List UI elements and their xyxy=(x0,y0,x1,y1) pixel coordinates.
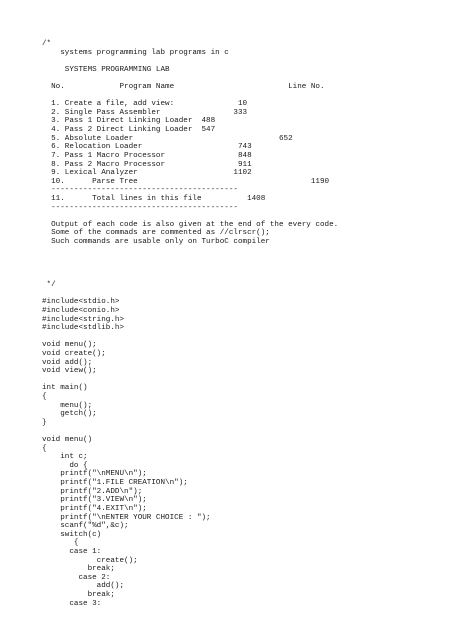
code-line: /* xyxy=(42,40,52,48)
code-line xyxy=(42,264,338,273)
code-line: 8. Pass 2 Macro Processor 911 xyxy=(42,160,252,169)
code-line: } xyxy=(42,418,47,427)
code-line: */ xyxy=(42,281,56,290)
code-line: 1. Create a file, add view: 10 xyxy=(42,100,248,109)
code-line: 9. Lexical Analyzer 1102 xyxy=(42,169,252,178)
code-line: #include<conio.h> xyxy=(42,306,120,315)
code-line: case 1: xyxy=(42,547,102,556)
code-line xyxy=(42,92,338,101)
code-line xyxy=(42,255,338,264)
code-line: 4. Pass 2 Direct Linking Loader 547 xyxy=(42,126,216,135)
code-line xyxy=(42,427,338,436)
code-line: { xyxy=(42,444,47,453)
code-line xyxy=(42,376,338,385)
code-line: 6. Relocation Loader 743 xyxy=(42,143,252,152)
code-line: void menu() xyxy=(42,436,93,445)
code-line: printf("2.ADD\n"); xyxy=(42,487,143,496)
source-code-listing xyxy=(42,40,338,608)
code-line: int main() xyxy=(42,384,88,393)
code-line xyxy=(42,247,338,256)
code-line: case 3: xyxy=(42,599,102,608)
code-line: void view(); xyxy=(42,367,97,376)
code-line: ----------------------------------------- xyxy=(42,186,238,195)
code-line xyxy=(42,74,338,83)
code-line xyxy=(42,212,338,221)
code-line xyxy=(42,333,338,342)
code-line: 2. Single Pass Assembler 333 xyxy=(42,108,248,117)
code-line: { xyxy=(42,392,47,401)
code-line: Such commands are usable only on TurboC compiler xyxy=(42,238,270,247)
code-line: printf("1.FILE CREATION\n"); xyxy=(42,479,188,488)
code-line: { xyxy=(42,539,79,548)
code-line: break; xyxy=(42,591,115,599)
code-line: Output of each code is also given at the end of the every code. xyxy=(42,220,339,229)
code-line: #include<stdlib.h> xyxy=(42,324,125,333)
code-line: do { xyxy=(42,461,88,470)
code-line: void menu(); xyxy=(42,341,97,350)
code-line: printf("\nMENU\n"); xyxy=(42,470,147,479)
code-line: add(); xyxy=(42,582,125,591)
code-line: #include<string.h> xyxy=(42,315,125,324)
code-line: printf("4.EXIT\n"); xyxy=(42,504,147,513)
code-line: 7. Pass 1 Macro Processor 848 xyxy=(42,151,252,160)
code-line: case 2: xyxy=(42,573,111,582)
code-line: switch(c) xyxy=(42,530,102,539)
code-line: void create(); xyxy=(42,349,106,358)
code-line: ----------------------------------------- xyxy=(42,203,238,212)
code-line: systems programming lab programs in c xyxy=(42,48,229,57)
code-line xyxy=(42,272,338,281)
code-line xyxy=(42,57,338,66)
code-line: 11. Total lines in this file 1408 xyxy=(42,194,266,203)
code-line: int c; xyxy=(42,453,88,462)
code-line: SYSTEMS PROGRAMMING LAB xyxy=(42,65,170,74)
code-line: 3. Pass 1 Direct Linking Loader 488 xyxy=(42,117,216,126)
code-line: printf("\nENTER YOUR CHOICE : "); xyxy=(42,513,211,522)
code-line: 10. Parse Tree 1190 xyxy=(42,177,330,186)
code-line: break; xyxy=(42,565,115,574)
code-line: create(); xyxy=(42,556,138,565)
code-line: No. Program Name Line No. xyxy=(42,83,325,92)
code-line: menu(); xyxy=(42,401,93,410)
code-line: 5. Absolute Loader 652 xyxy=(42,134,293,143)
code-line: printf("3.VIEW\n"); xyxy=(42,496,147,505)
code-line: scanf("%d",&c); xyxy=(42,522,129,531)
code-line xyxy=(42,290,338,299)
code-line: #include<stdio.h> xyxy=(42,298,120,307)
code-line: getch(); xyxy=(42,410,97,419)
code-line: Some of the commads are commented as //clrscr(); xyxy=(42,229,270,238)
code-line: void add(); xyxy=(42,358,93,367)
